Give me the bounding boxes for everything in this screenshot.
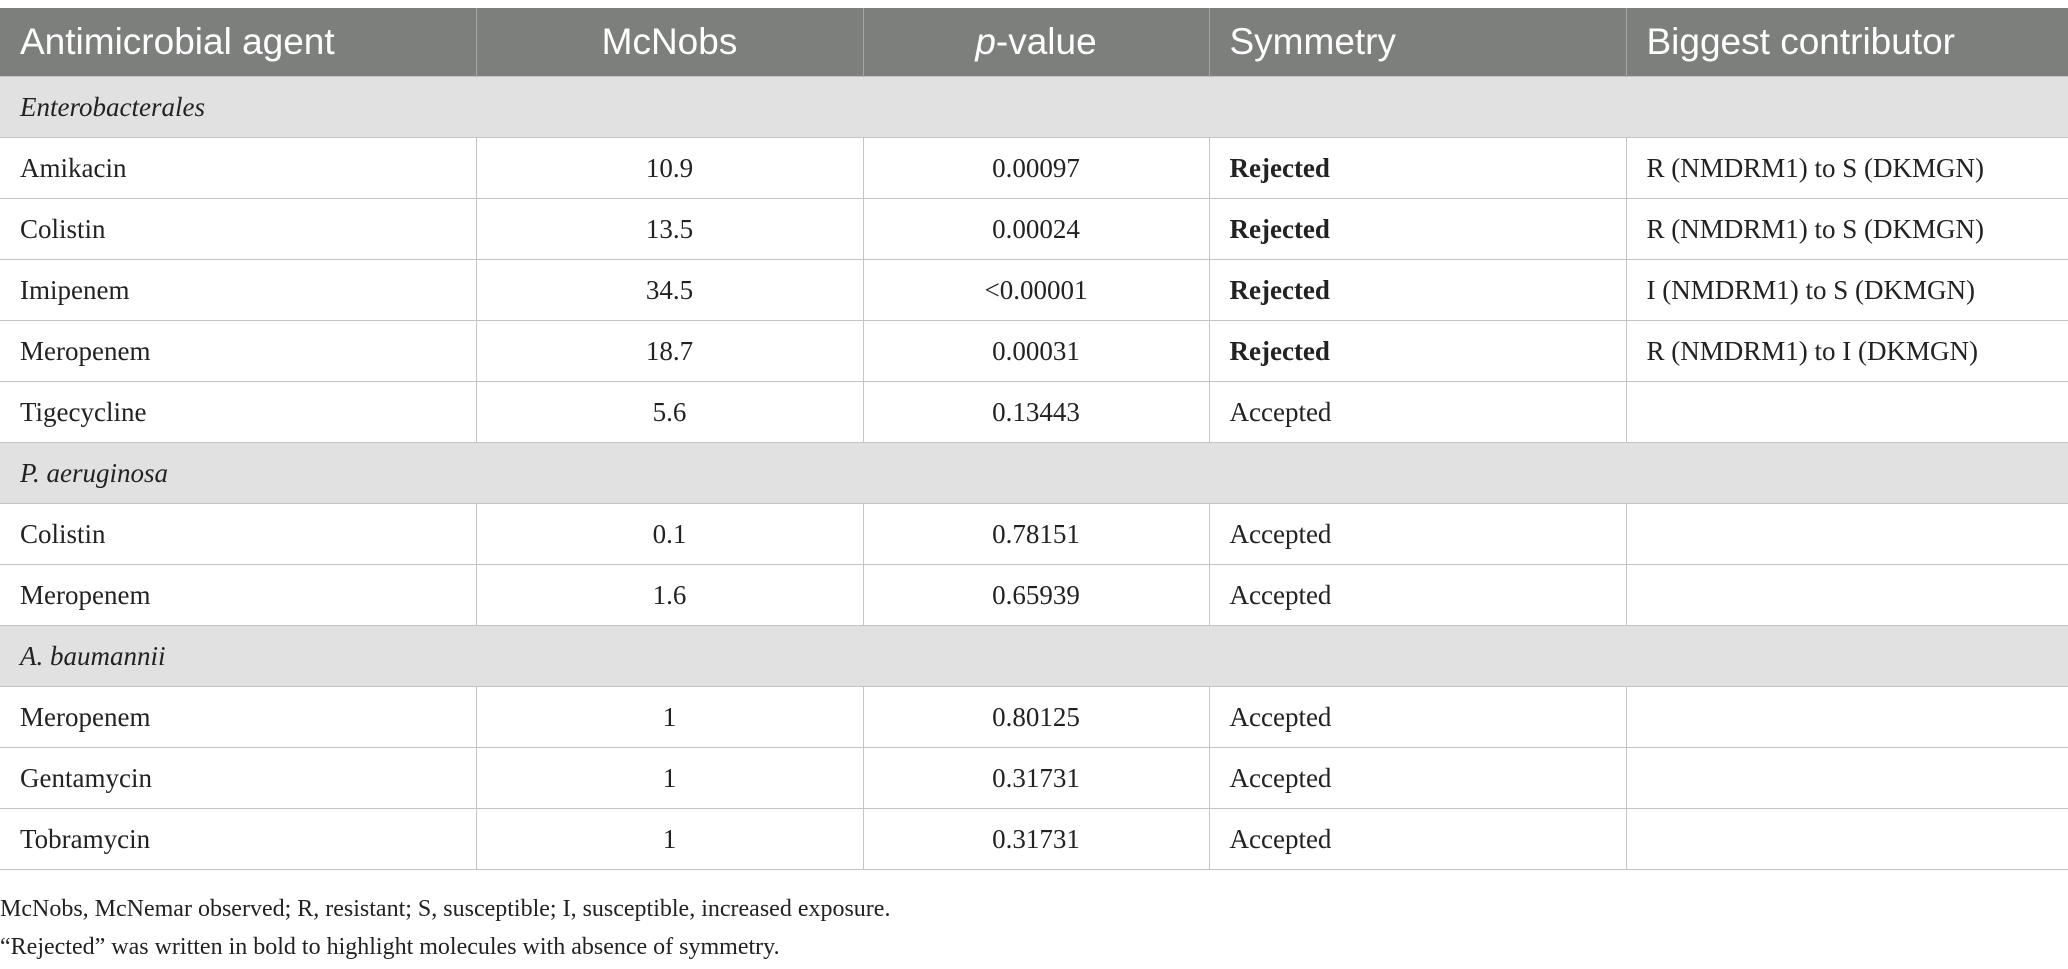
- header-biggest-contributor: Biggest contributor: [1626, 8, 2068, 77]
- cell-symmetry: Accepted: [1209, 687, 1626, 748]
- header-p-value-rest: -value: [995, 21, 1097, 62]
- cell-mcnobs: 0.1: [476, 504, 863, 565]
- cell-contributor: [1626, 565, 2068, 626]
- table-row: [0, 687, 2068, 748]
- table-row: [0, 504, 2068, 565]
- cell-contributor: R (NMDRM1) to S (DKMGN): [1626, 138, 2068, 199]
- cell-symmetry: Rejected: [1209, 138, 1626, 199]
- cell-agent: Imipenem: [0, 260, 476, 321]
- cell-agent: Colistin: [0, 504, 476, 565]
- results-table: [0, 8, 2068, 870]
- header-row: [0, 8, 2068, 77]
- cell-mcnobs: 5.6: [476, 382, 863, 443]
- cell-agent: Amikacin: [0, 138, 476, 199]
- table-row: [0, 382, 2068, 443]
- cell-agent: Meropenem: [0, 687, 476, 748]
- cell-symmetry: Accepted: [1209, 748, 1626, 809]
- cell-mcnobs: 18.7: [476, 321, 863, 382]
- cell-p-value: 0.65939: [863, 565, 1209, 626]
- cell-symmetry: Rejected: [1209, 260, 1626, 321]
- table-row: [0, 748, 2068, 809]
- cell-mcnobs: 1.6: [476, 565, 863, 626]
- header-mcnobs: McNobs: [476, 8, 863, 77]
- table-row: [0, 809, 2068, 870]
- cell-symmetry: Rejected: [1209, 321, 1626, 382]
- cell-contributor: [1626, 687, 2068, 748]
- cell-agent: Tobramycin: [0, 809, 476, 870]
- cell-symmetry: Accepted: [1209, 809, 1626, 870]
- group-row-a-baumannii: [0, 626, 2068, 687]
- cell-symmetry: Accepted: [1209, 382, 1626, 443]
- table-row: [0, 138, 2068, 199]
- cell-mcnobs: 10.9: [476, 138, 863, 199]
- footnote-abbreviations: McNobs, McNemar observed; R, resistant; S, susceptible; I, susceptible, increased exposure.: [0, 896, 891, 922]
- cell-agent: Tigecycline: [0, 382, 476, 443]
- cell-p-value: <0.00001: [863, 260, 1209, 321]
- cell-symmetry: Accepted: [1209, 565, 1626, 626]
- cell-agent: Meropenem: [0, 565, 476, 626]
- header-p-value-italic: p: [975, 21, 996, 62]
- group-label: P. aeruginosa: [0, 443, 2068, 504]
- header-p-value: [863, 8, 1209, 77]
- cell-mcnobs: 13.5: [476, 199, 863, 260]
- cell-mcnobs: 1: [476, 687, 863, 748]
- cell-agent: Gentamycin: [0, 748, 476, 809]
- group-label: A. baumannii: [0, 626, 2068, 687]
- cell-p-value: 0.78151: [863, 504, 1209, 565]
- table-row: [0, 260, 2068, 321]
- cell-p-value: 0.80125: [863, 687, 1209, 748]
- cell-p-value: 0.00024: [863, 199, 1209, 260]
- cell-p-value: 0.00097: [863, 138, 1209, 199]
- group-label: Enterobacterales: [0, 77, 2068, 138]
- table-row: [0, 199, 2068, 260]
- cell-contributor: I (NMDRM1) to S (DKMGN): [1626, 260, 2068, 321]
- table-row: [0, 565, 2068, 626]
- group-row-p-aeruginosa: [0, 443, 2068, 504]
- cell-mcnobs: 1: [476, 748, 863, 809]
- table-footnotes: [0, 890, 890, 966]
- cell-agent: Meropenem: [0, 321, 476, 382]
- cell-contributor: R (NMDRM1) to I (DKMGN): [1626, 321, 2068, 382]
- cell-p-value: 0.13443: [863, 382, 1209, 443]
- cell-p-value: 0.00031: [863, 321, 1209, 382]
- cell-mcnobs: 1: [476, 809, 863, 870]
- header-symmetry: Symmetry: [1209, 8, 1626, 77]
- cell-contributor: [1626, 748, 2068, 809]
- header-antimicrobial-agent: Antimicrobial agent: [0, 8, 476, 77]
- cell-agent: Colistin: [0, 199, 476, 260]
- table-row: [0, 321, 2068, 382]
- table-body: [0, 77, 2068, 870]
- footnote-bold-note: “Rejected” was written in bold to highlight molecules with absence of symmetry.: [0, 934, 780, 960]
- group-row-enterobacterales: [0, 77, 2068, 138]
- cell-symmetry: Rejected: [1209, 199, 1626, 260]
- cell-symmetry: Accepted: [1209, 504, 1626, 565]
- cell-contributor: [1626, 382, 2068, 443]
- cell-contributor: [1626, 809, 2068, 870]
- cell-mcnobs: 34.5: [476, 260, 863, 321]
- cell-contributor: R (NMDRM1) to S (DKMGN): [1626, 199, 2068, 260]
- cell-p-value: 0.31731: [863, 809, 1209, 870]
- cell-contributor: [1626, 504, 2068, 565]
- cell-p-value: 0.31731: [863, 748, 1209, 809]
